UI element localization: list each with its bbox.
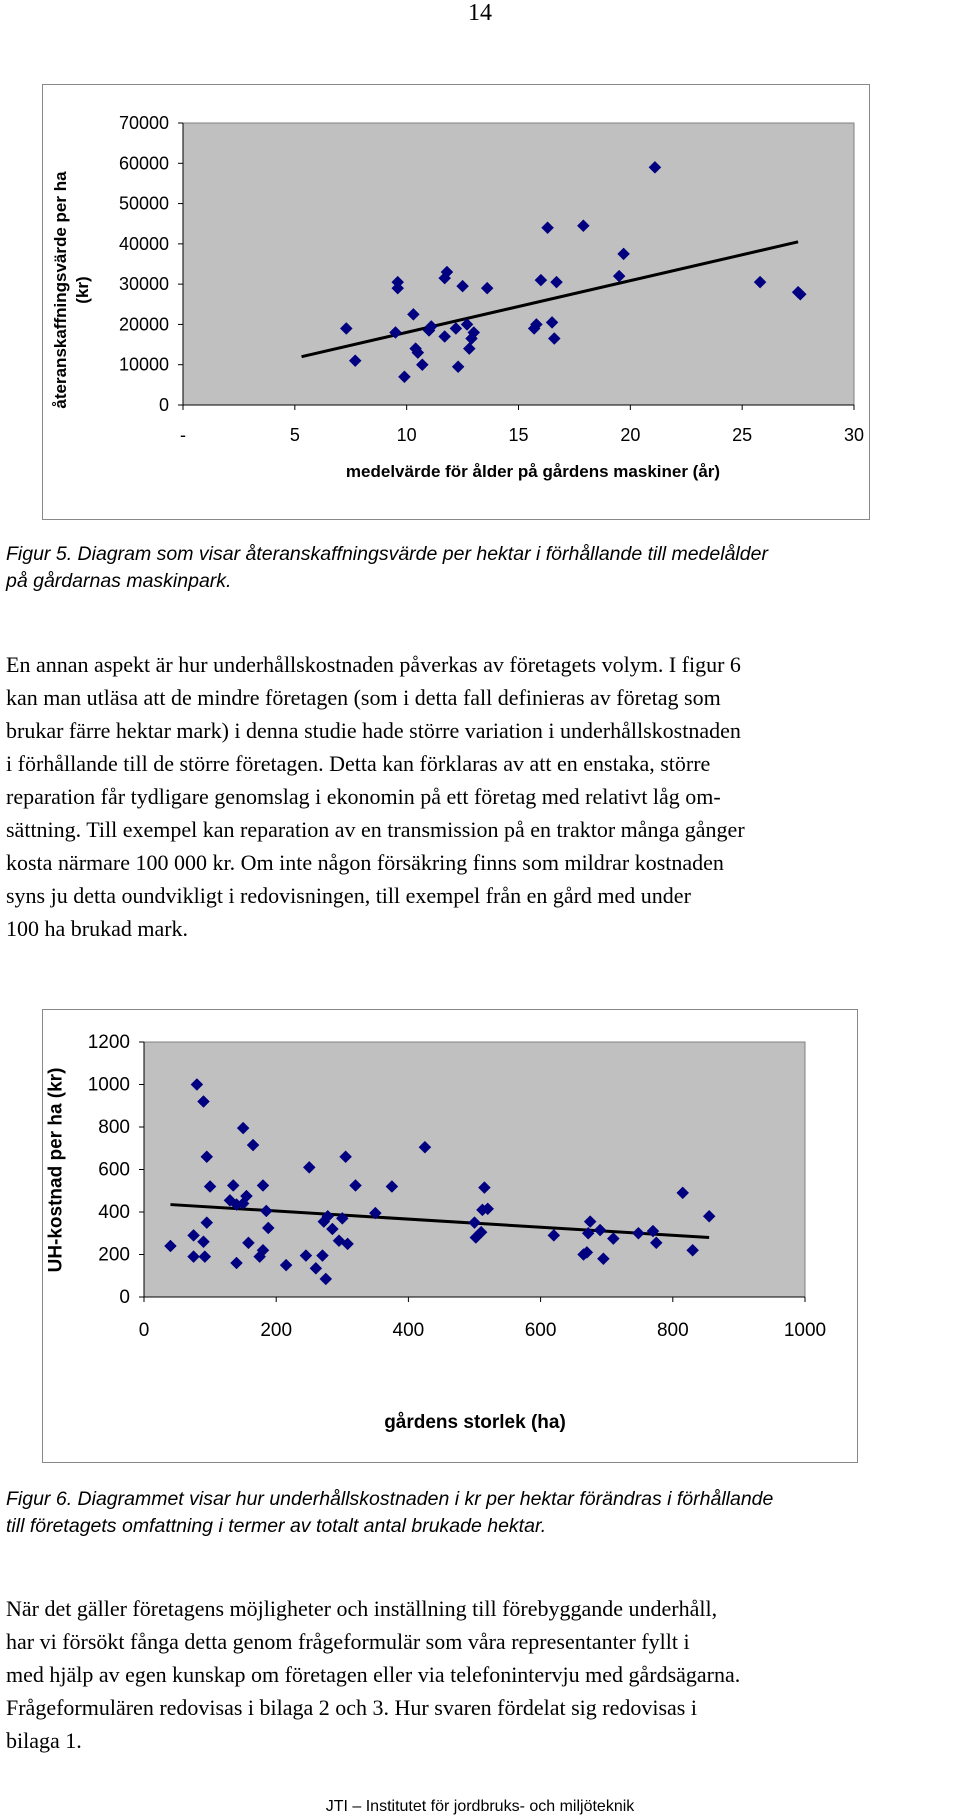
figure-6-chart [42, 1009, 858, 1463]
y-tick-label: 0 [119, 1287, 130, 1308]
y-axis-label-line1: återanskaffningsvärde per ha [51, 171, 70, 409]
paragraph-line: har vi försökt fånga detta genom frågeformulär som våra representanter fyllt i [6, 1629, 690, 1654]
x-axis-label: gårdens storlek (ha) [384, 1412, 566, 1433]
y-axis-label: UH-kostnad per ha (kr) [45, 1067, 67, 1273]
figure-6-caption [6, 1486, 946, 1540]
x-tick-label: 30 [843, 425, 865, 445]
paragraph-line: i förhållande till de större företagen. Detta kan förklaras av att en enstaka, större [6, 751, 711, 776]
body-paragraph-2 [6, 1592, 956, 1757]
paragraph-line: kosta närmare 100 000 kr. Om inte någon försäkring finns som mildrar kostnaden [6, 850, 724, 875]
x-tick-label: 25 [732, 425, 753, 445]
x-tick-label: 400 [392, 1320, 425, 1341]
x-tick-label: - [180, 425, 186, 445]
caption-line: på gårdarnas maskinpark. [6, 570, 232, 592]
page-number: 14 [468, 0, 492, 26]
x-axis-label: medelvärde för ålder på gårdens maskiner (år) [345, 462, 721, 481]
y-tick-label: 20000 [118, 314, 169, 335]
figure-6-svg [43, 1010, 857, 1462]
x-tick-label: 5 [289, 425, 300, 445]
x-tick-label: 20 [620, 425, 641, 445]
y-tick-label: 10000 [118, 354, 169, 375]
x-tick-label: 15 [508, 425, 529, 445]
y-tick-label: 800 [98, 1117, 130, 1138]
x-tick-label: 600 [524, 1320, 557, 1341]
body-paragraph-1 [6, 648, 956, 945]
paragraph-line: bilaga 1. [6, 1728, 82, 1753]
caption-line: Figur 5. Diagram som visar återanskaffningsvärde per hektar i förhållande till medelålder [6, 543, 768, 565]
y-axis-label-line2: (kr) [73, 276, 92, 304]
y-tick-label: 1000 [87, 1074, 130, 1096]
y-tick-label: 400 [98, 1202, 130, 1223]
caption-line: Figur 6. Diagrammet visar hur underhållskostnaden i kr per hektar förändras i förhållande [6, 1488, 774, 1510]
y-tick-label: 1200 [87, 1032, 130, 1053]
plot-area [183, 123, 854, 405]
paragraph-line: reparation får tydligare genomslag i ekonomin på ett företag med relativt låg om- [6, 784, 721, 809]
paragraph-line: 100 ha brukad mark. [6, 916, 189, 941]
y-tick-label: 40000 [118, 233, 169, 254]
figure-5-caption [6, 541, 946, 595]
x-tick-label: 800 [656, 1320, 689, 1341]
paragraph-line: Frågeformulären redovisas i bilaga 2 och 3. Hur svaren fördelat sig redovisas i [6, 1695, 697, 1720]
paragraph-line: brukar färre hektar mark) i denna studie hade större variation i underhållskostnaden [6, 718, 741, 743]
page-footer: JTI – Institutet för jordbruks- och miljöteknik [325, 1798, 635, 1815]
paragraph-line: syns ju detta oundvikligt i redovisningen, till exempel från en gård med under [6, 883, 691, 908]
y-tick-label: 600 [98, 1159, 130, 1181]
paragraph-line: En annan aspekt är hur underhållskostnaden påverkas av företagets volym. I figur 6 [6, 652, 741, 677]
paragraph-line: När det gäller företagens möjligheter och inställning till förebyggande underhåll, [6, 1596, 718, 1621]
y-tick-label: 70000 [118, 113, 169, 133]
paragraph-line: kan man utläsa att de mindre företagen (som i detta fall definieras av företag som [6, 685, 721, 710]
x-tick-label: 10 [396, 425, 417, 445]
paragraph-line: sättning. Till exempel kan reparation av en transmission på en traktor många gånger [6, 817, 745, 842]
x-tick-label: 0 [138, 1320, 150, 1341]
caption-line: till företagets omfattning i termer av totalt antal brukade hektar. [6, 1515, 547, 1537]
y-tick-label: 0 [158, 395, 169, 415]
figure-5-chart [42, 84, 870, 520]
figure-5-svg [43, 85, 869, 519]
y-tick-label: 200 [98, 1244, 130, 1266]
x-tick-label: 200 [260, 1320, 293, 1341]
paragraph-line: med hjälp av egen kunskap om företagen eller via telefonintervju med gårdsägarna. [6, 1662, 741, 1687]
y-tick-label: 30000 [118, 274, 169, 295]
x-tick-label: 1000 [783, 1320, 827, 1341]
y-tick-label: 60000 [118, 153, 169, 174]
y-tick-label: 50000 [118, 193, 169, 214]
plot-area [144, 1042, 805, 1297]
